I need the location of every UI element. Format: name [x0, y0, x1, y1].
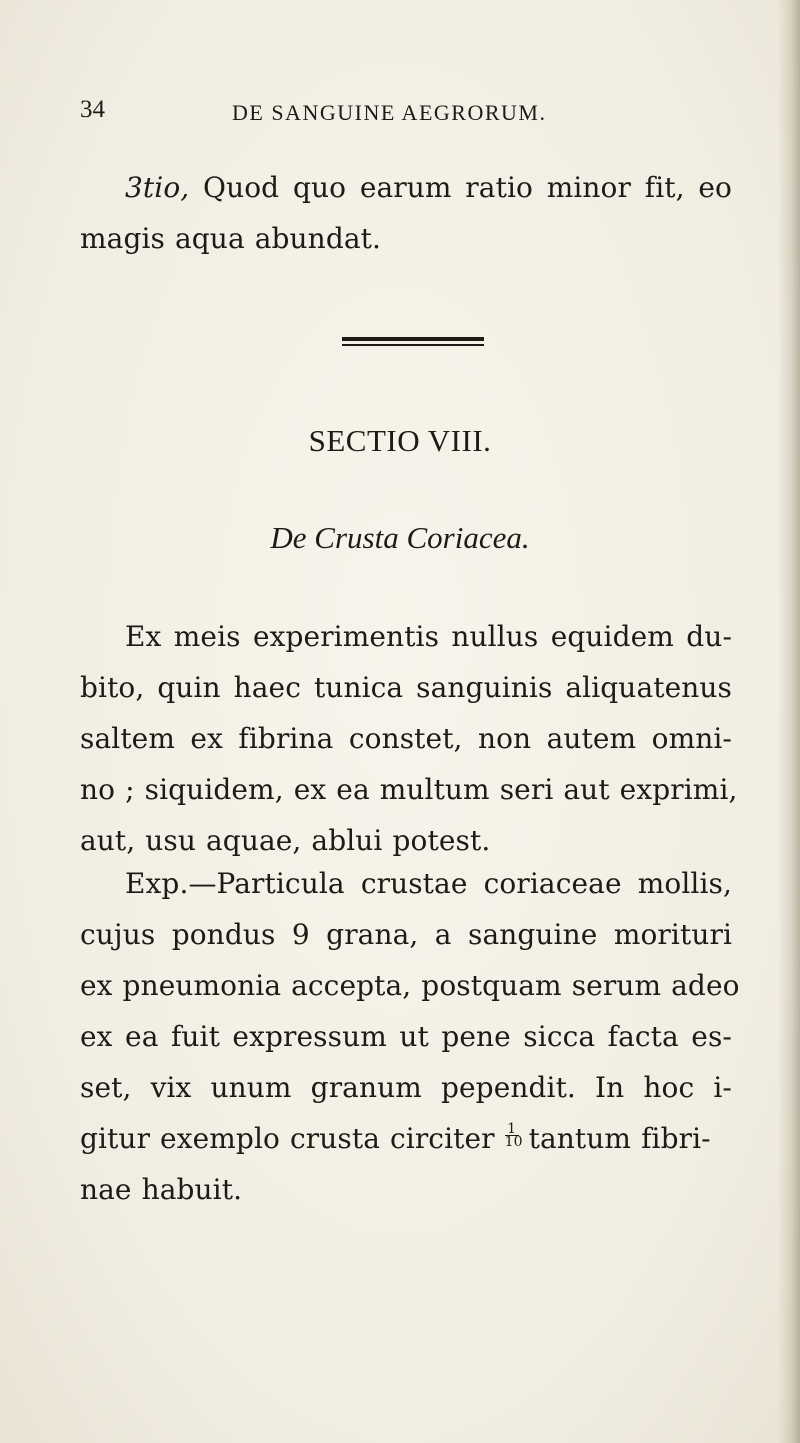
- paragraph-intro: [80, 162, 732, 264]
- divider-thin-line: [342, 344, 484, 346]
- running-head-title: DE SANGUINE AEGRORUM.: [232, 100, 547, 125]
- text-line: 3tio, Quod quo earum ratio minor fit, eo: [125, 171, 732, 204]
- text-line: aut, usu aquae, ablui potest.: [80, 824, 491, 857]
- paragraph-main: [80, 611, 738, 866]
- text-line: ex ea fuit expressum ut pene sicca facta es-: [80, 1020, 732, 1053]
- text-line: no ; siquidem, ex ea multum seri aut exprimi,: [80, 773, 738, 806]
- page-number: 34: [80, 96, 105, 123]
- running-head: [80, 96, 720, 136]
- text-line: ex pneumonia accepta, postquam serum adeo: [80, 969, 740, 1002]
- text-line: Ex meis experimentis nullus equidem du-: [125, 620, 732, 653]
- fraction-one-tenth: $\frac{1}{10}$: [504, 1121, 523, 1150]
- divider-thick-line: [342, 337, 484, 341]
- section-divider-rule: [342, 337, 484, 347]
- text-line: magis aqua abundat.: [80, 222, 381, 255]
- paragraph-experiment: [80, 858, 740, 1215]
- enumeration-label: 3tio,: [125, 171, 190, 204]
- section-heading: SECTIO VIII.: [308, 423, 492, 458]
- text-line: Exp.—Particula crustae coriaceae mollis,: [125, 867, 732, 900]
- text-line: set, vix unum granum pependit. In hoc i-: [80, 1071, 732, 1104]
- text-line: saltem ex fibrina constet, non autem omni-: [80, 722, 732, 755]
- section-subtitle: De Crusta Coriacea.: [270, 520, 530, 555]
- text-line-with-fraction: gitur exemplo crusta circiter $\frac{1}{10}$ tantum fibri-: [80, 1121, 711, 1155]
- page-edge-shadow: [778, 0, 800, 1443]
- text-line: cujus pondus 9 grana, a sanguine morituri: [80, 918, 732, 951]
- text-line: bito, quin haec tunica sanguinis aliquatenus: [80, 671, 732, 704]
- text-line: nae habuit.: [80, 1173, 243, 1206]
